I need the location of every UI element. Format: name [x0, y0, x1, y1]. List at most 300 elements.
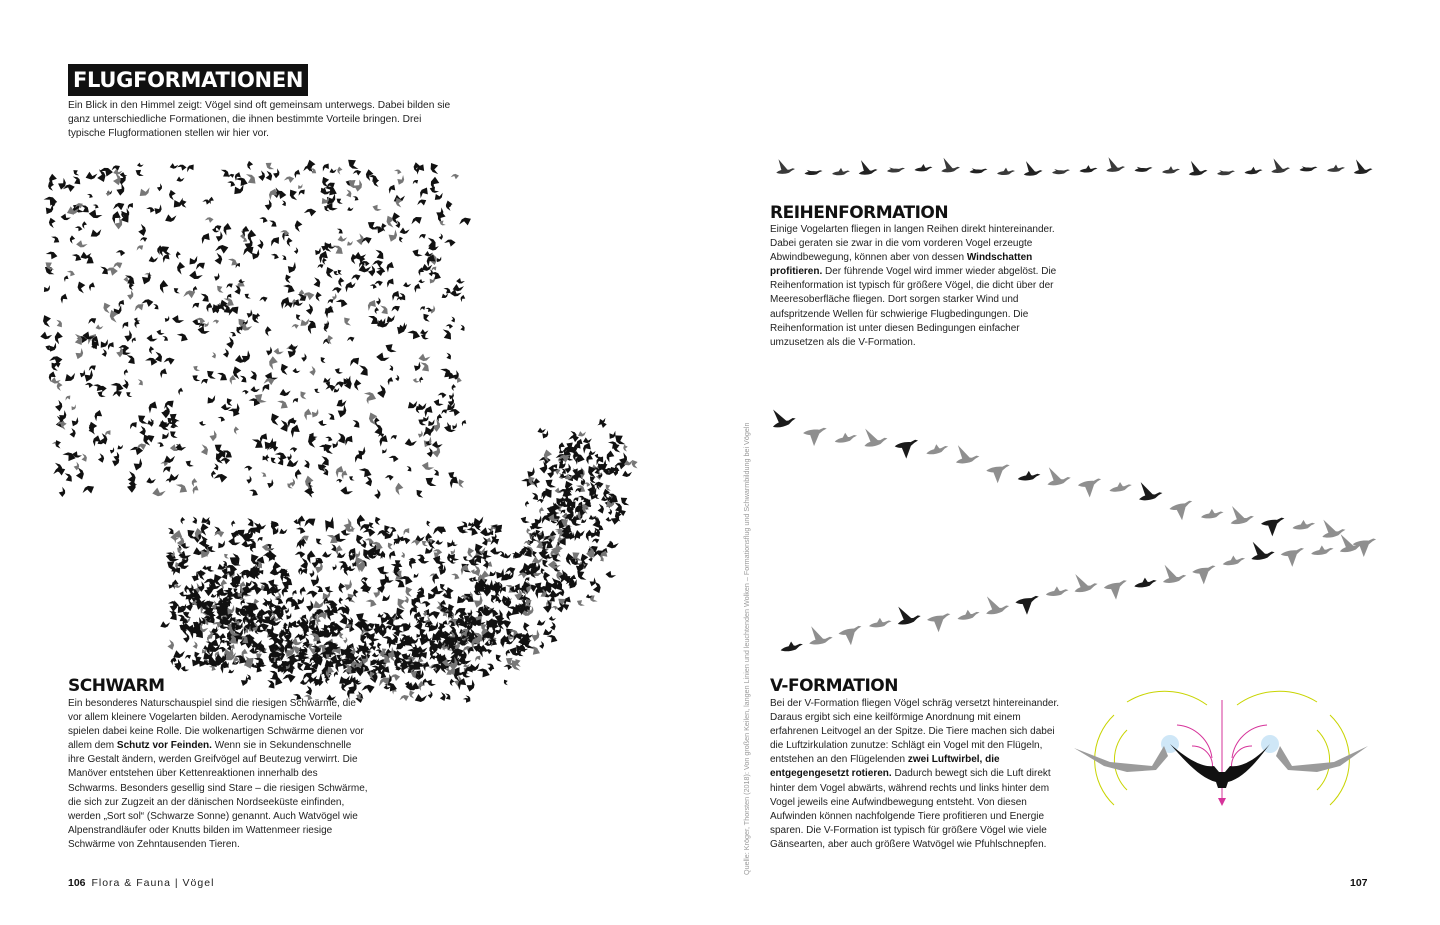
swarm-bird	[291, 589, 299, 597]
v-goose	[868, 617, 891, 628]
swarm-bird	[585, 453, 595, 465]
swarm-bird	[84, 382, 93, 389]
swarm-bird	[387, 549, 398, 561]
swarm-bird	[160, 430, 171, 440]
row-goose	[776, 159, 795, 174]
swarm-bird	[76, 240, 88, 249]
swarm-bird	[350, 273, 361, 281]
swarm-bird	[70, 403, 78, 411]
swarm-bird	[324, 435, 333, 443]
swarm-bird	[225, 397, 234, 408]
swarm-bird	[173, 286, 182, 295]
swarm-bird	[211, 351, 217, 359]
row-goose	[1271, 158, 1290, 173]
swarm-bird	[389, 289, 401, 302]
swarm-bird	[335, 196, 344, 205]
swarm-bird	[115, 182, 126, 196]
swarm-bird	[377, 384, 386, 398]
swarm-bird	[210, 593, 218, 599]
swarm-bird	[356, 233, 364, 245]
swarm-bird	[248, 487, 260, 498]
swarm-bird	[357, 465, 373, 480]
swarm-bird	[152, 488, 165, 497]
reihen-heading: REIHENFORMATION	[770, 203, 949, 223]
swarm-bird	[205, 217, 214, 223]
swarm-bird	[378, 303, 390, 316]
swarm-bird	[159, 620, 171, 629]
swarm-bird	[390, 304, 401, 313]
row-goose	[1024, 161, 1043, 176]
swarm-bird	[279, 362, 290, 376]
swarm-bird	[158, 280, 169, 294]
swarm-bird	[87, 281, 97, 292]
swarm-bird	[175, 331, 189, 344]
swarm-bird	[337, 166, 343, 174]
v-goose	[1229, 504, 1254, 525]
swarm-bird	[267, 218, 278, 229]
swarm-bird	[295, 313, 303, 322]
swarm-bird	[116, 443, 124, 450]
swarm-bird	[437, 392, 446, 399]
swarm-bird	[59, 293, 70, 305]
swarm-bird	[525, 466, 538, 479]
swarm-bird	[384, 277, 396, 289]
swarm-bird	[458, 216, 473, 227]
swarm-bird	[285, 260, 299, 275]
swarm-bird	[54, 318, 63, 329]
swarm-bird	[435, 539, 443, 545]
swarm-bird	[372, 203, 383, 213]
swarm-bird	[417, 555, 430, 565]
swarm-bird	[408, 689, 416, 699]
swarm-bird	[278, 419, 290, 434]
swarm-bird	[348, 474, 356, 482]
swarm-bird	[440, 327, 453, 342]
v-goose	[1321, 517, 1347, 538]
swarm-bird	[169, 429, 180, 441]
swarm-bird	[374, 489, 381, 500]
swarm-bird	[258, 215, 268, 224]
vform-text-part-2: Dadurch bewegt sich die Luft direkt hinter dem Vogel abwärts, während rechts und links hinter dem Vogel jeweils eine Aufwindbewegung entsteht. Von diesen Aufwinden können nachfolgende Tiere profitieren und Energie sparen. Die V-Formation ist typisch für größere Vögel wie viele Gänsearten, aber auch größere Watvögel wie Pfuhlschnepfen.	[770, 768, 1051, 850]
swarm-bird	[605, 570, 617, 579]
swarm-bird	[288, 423, 302, 439]
swarm-bird	[189, 270, 204, 281]
v-goose	[1292, 519, 1315, 530]
swarm-bird	[432, 440, 443, 448]
swarm-bird	[208, 196, 215, 205]
swarm-bird	[174, 481, 189, 496]
swarm-bird	[411, 179, 419, 186]
swarm-bird	[268, 235, 282, 248]
swarm-bird	[49, 234, 60, 245]
swarm-bird	[376, 564, 391, 578]
swarm-bird	[340, 485, 354, 496]
swarm-bird	[312, 276, 322, 289]
swarm-bird	[238, 374, 248, 385]
swarm-bird	[377, 612, 385, 618]
swarm-bird	[291, 397, 300, 405]
swarm-bird	[342, 636, 348, 643]
swarm-bird	[215, 370, 229, 384]
row-goose	[941, 158, 960, 173]
swarm-bird	[386, 228, 400, 243]
row-goose	[1245, 167, 1263, 174]
swarm-bird	[261, 597, 268, 607]
swarm-bird	[216, 539, 228, 550]
swarm-bird	[298, 586, 307, 597]
swarm-bird	[134, 167, 145, 178]
swarm-bird	[551, 606, 558, 610]
swarm-bird	[325, 266, 336, 280]
swarm-bird	[125, 390, 134, 399]
swarm-bird	[225, 282, 234, 290]
swarm-bird	[40, 331, 52, 339]
swarm-bird	[137, 185, 152, 199]
swarm-bird	[87, 364, 97, 373]
swarm-bird	[577, 430, 587, 438]
swarm-bird	[86, 192, 94, 199]
section-label: Flora & Fauna | Vögel	[91, 877, 215, 889]
swarm-bird	[244, 292, 253, 301]
swarm-bird	[284, 611, 293, 620]
swarm-bird	[426, 520, 432, 527]
v-goose	[808, 625, 833, 645]
swarm-bird	[77, 280, 87, 294]
swarm-bird	[411, 247, 424, 259]
swarm-bird	[54, 439, 62, 450]
swarm-bird	[366, 219, 380, 233]
swarm-bird	[88, 208, 103, 220]
swarm-bird	[71, 174, 82, 187]
swarm-bird	[520, 515, 531, 526]
swarm-bird	[412, 360, 423, 372]
swarm-bird	[205, 302, 214, 313]
swarm-bird	[199, 443, 209, 456]
swarm-bird	[482, 558, 490, 569]
swarm-bird	[133, 302, 146, 313]
swarm-bird	[538, 506, 545, 515]
swarm-bird	[169, 189, 177, 200]
swarm-bird	[177, 387, 184, 396]
swarm-bird	[372, 260, 384, 268]
swarm-bird	[364, 475, 373, 487]
swarm-bird	[198, 569, 207, 581]
swarm-bird	[354, 379, 361, 391]
schwarm-text-bold: Schutz vor Feinden.	[116, 740, 212, 752]
swarm-bird	[244, 465, 253, 471]
swarm-bird	[230, 520, 236, 527]
swarm-bird	[394, 320, 409, 336]
swarm-bird	[137, 162, 144, 167]
swarm-bird	[304, 685, 312, 696]
v-goose	[1261, 517, 1286, 537]
swarm-bird	[503, 678, 509, 686]
source-citation: Quelle: Kröger, Thorsten (2018): Von großen Keilen, langen Linien und leuchtenden Wolken – Formationsflug und Schwarmbildung bei Vögeln	[742, 422, 751, 875]
swarm-bird	[427, 690, 433, 698]
swarm-bird	[415, 488, 426, 500]
v-goose	[780, 640, 804, 652]
swarm-bird	[286, 453, 293, 461]
swarm-bird	[331, 563, 338, 571]
swarm-bird	[337, 235, 347, 242]
swarm-bird	[323, 304, 336, 319]
swarm-bird	[194, 261, 207, 272]
swarm-bird	[315, 536, 324, 546]
swarm-bird	[163, 357, 175, 365]
swarm-bird	[123, 369, 129, 377]
swarm-bird	[449, 548, 457, 556]
swarm-bird	[131, 457, 144, 472]
swarm-bird	[322, 519, 337, 534]
swarm-bird	[450, 541, 458, 547]
swarm-bird	[149, 346, 154, 354]
swarm-bird	[420, 328, 429, 335]
vortex-diagram	[1074, 691, 1368, 806]
swarm-bird	[42, 194, 58, 207]
swarm-bird	[387, 541, 395, 551]
swarm-bird	[167, 639, 175, 650]
swarm-bird	[588, 449, 597, 456]
swarm-bird	[197, 325, 211, 336]
swarm-bird	[111, 390, 123, 399]
lead-bird	[1170, 744, 1270, 788]
swarm-bird	[177, 262, 186, 275]
swarm-bird	[336, 479, 342, 483]
swarm-bird	[69, 415, 80, 427]
swarm-bird	[386, 183, 397, 195]
swarm-bird	[353, 589, 359, 598]
swarm-bird	[113, 451, 121, 461]
swarm-bird	[326, 411, 336, 422]
swarm-bird	[315, 292, 322, 302]
swarm-bird	[536, 618, 547, 627]
v-goose	[803, 428, 827, 447]
swarm-bird	[183, 632, 191, 643]
swarm-bird	[346, 336, 355, 343]
swarm-bird	[375, 297, 381, 305]
v-goose	[1134, 576, 1158, 588]
swarm-bird	[377, 642, 383, 650]
v-goose	[1310, 544, 1334, 555]
swarm-bird	[524, 500, 530, 507]
swarm-bird	[213, 473, 227, 483]
swarm-bird	[445, 324, 453, 330]
swarm-bird	[374, 307, 380, 315]
swarm-bird	[288, 188, 300, 202]
swarm-bird	[334, 381, 345, 389]
swarm-bird	[176, 164, 186, 172]
reihen-text-part-1: Einige Vogelarten fliegen in langen Reihen direkt hintereinander. Dabei geraten sie zwar in die vom vorderen Vogel erzeugte Abwindbewegung, können aber von dessen	[770, 224, 1055, 264]
swarm-bird	[299, 390, 309, 401]
swarm-bird	[414, 692, 428, 703]
intro-text: Ein Blick in den Himmel zeigt: Vögel sind oft gemeinsam unterwegs. Dabei bilden sie ganz unterschiedliche Formationen, die ihnen bestimmte Vorteile bringen. Drei typische Flugformationen stellen wir hier vor.	[68, 100, 451, 139]
swarm-bird	[200, 523, 209, 536]
swarm-bird	[214, 252, 223, 265]
swarm-bird	[284, 273, 292, 284]
swarm-bird	[55, 400, 63, 412]
swarm-bird	[386, 376, 395, 386]
swarm-bird	[432, 553, 448, 567]
swarm-bird	[148, 255, 159, 263]
swarm-bird	[576, 598, 587, 608]
swarm-bird	[56, 177, 68, 191]
v-goose	[895, 604, 921, 626]
swarm-bird	[257, 239, 263, 249]
swarm-bird	[606, 540, 619, 549]
swarm-bird	[69, 235, 75, 244]
row-goose	[1327, 165, 1345, 172]
swarm-bird	[422, 661, 431, 672]
swarm-bird	[198, 420, 207, 427]
swarm-bird	[144, 356, 158, 367]
swarm-bird	[62, 471, 73, 484]
swarm-bird	[444, 239, 456, 248]
swarm-bird	[69, 428, 76, 438]
swarm-bird	[346, 239, 355, 247]
v-goose	[1046, 586, 1069, 597]
swarm-bird	[451, 384, 456, 392]
swarm-bird	[433, 397, 445, 407]
swarm-bird	[220, 579, 227, 589]
row-goose	[1135, 167, 1153, 172]
swarm-bird	[215, 284, 225, 295]
swarm-bird	[329, 168, 337, 174]
swarm-bird	[459, 294, 466, 302]
swarm-bird	[294, 247, 299, 254]
swarm-bird	[335, 398, 348, 409]
v-goose	[1103, 580, 1129, 601]
swarm-bird	[92, 203, 100, 210]
swarm-bird	[42, 283, 53, 293]
swarm-bird	[261, 542, 274, 552]
swarm-bird	[412, 572, 420, 579]
v-goose	[1280, 548, 1305, 568]
swarm-bird	[295, 551, 306, 559]
swarm-bird	[300, 353, 307, 363]
swarm-bird	[81, 484, 96, 496]
swarm-bird	[403, 595, 409, 603]
swarm-bird	[112, 202, 126, 213]
swarm-bird	[537, 427, 547, 434]
row-goose	[1052, 169, 1070, 174]
swarm-bird	[279, 388, 292, 397]
row-goose	[1189, 161, 1208, 176]
swarm-bird	[256, 536, 264, 543]
swarm-bird	[399, 227, 410, 234]
vform-heading: V-FORMATION	[770, 676, 898, 696]
swarm-bird	[596, 503, 604, 514]
swarm-bird	[462, 555, 470, 563]
swarm-bird	[60, 213, 71, 222]
swarm-bird	[264, 160, 276, 172]
v-goose	[955, 444, 980, 464]
swarm-bird	[447, 391, 455, 400]
swarm-bird	[445, 352, 452, 361]
swarm-bird	[138, 224, 146, 236]
swarm-bird	[417, 186, 431, 200]
v-goose	[925, 442, 949, 455]
swarm-bird	[571, 452, 586, 465]
swarm-bird	[287, 237, 293, 246]
swarm-bird	[426, 678, 438, 688]
swarm-bird	[81, 221, 87, 229]
swarm-bird	[339, 597, 344, 604]
swarm-bird	[451, 174, 459, 179]
swarm-bird	[344, 188, 352, 198]
swarm-bird	[362, 528, 376, 538]
swarm-bird	[406, 328, 422, 342]
swarm-illustration	[40, 156, 640, 704]
swarm-bird	[323, 319, 331, 328]
swarm-bird	[295, 220, 303, 232]
swarm-bird	[420, 600, 431, 608]
swarm-bird	[249, 586, 263, 595]
swarm-bird	[138, 425, 146, 436]
swarm-bird	[416, 198, 428, 207]
swarm-bird	[306, 303, 313, 314]
swarm-bird	[317, 419, 328, 428]
swarm-bird	[451, 422, 459, 430]
swarm-bird	[152, 203, 164, 216]
v-goose	[862, 426, 888, 447]
swarm-bird	[541, 558, 551, 569]
swarm-bird	[250, 386, 260, 393]
swarm-bird	[297, 188, 307, 197]
swarm-bird	[338, 583, 345, 594]
swarm-bird	[226, 337, 234, 349]
row-goose	[1106, 157, 1125, 172]
swarm-bird	[217, 415, 226, 423]
swarm-bird	[245, 475, 252, 484]
swarm-bird	[191, 478, 198, 488]
row-goose	[1080, 165, 1098, 172]
swarm-bird	[192, 364, 201, 373]
swarm-bird	[54, 331, 63, 344]
swarm-bird	[322, 551, 332, 558]
row-goose	[1217, 170, 1235, 175]
swarm-bird	[139, 270, 154, 286]
swarm-bird	[176, 176, 185, 182]
swarm-bird	[473, 654, 482, 663]
swarm-bird	[280, 254, 287, 262]
row-goose	[1162, 166, 1180, 173]
swarm-bird	[258, 170, 265, 181]
swarm-bird	[272, 168, 281, 179]
swarm-bird	[399, 694, 410, 702]
swarm-bird	[284, 176, 294, 183]
swarm-bird	[285, 457, 299, 468]
swarm-bird	[522, 621, 530, 632]
row-goose	[970, 168, 988, 173]
swarm-bird	[164, 212, 178, 223]
swarm-bird	[343, 280, 355, 293]
swarm-bird	[405, 465, 412, 473]
swarm-bird	[180, 517, 185, 525]
swarm-bird	[243, 171, 257, 187]
swarm-bird	[506, 610, 513, 620]
swarm-bird	[588, 576, 598, 587]
swarm-bird	[115, 249, 125, 257]
swarm-bird	[64, 394, 72, 402]
swarm-bird	[185, 600, 193, 612]
swarm-bird	[362, 389, 377, 403]
swarm-bird	[282, 674, 296, 683]
v-goose	[1046, 465, 1071, 486]
swarm-bird	[269, 456, 278, 466]
row-goose	[805, 170, 823, 175]
swarm-bird	[80, 453, 88, 463]
swarm-bird	[265, 678, 277, 691]
